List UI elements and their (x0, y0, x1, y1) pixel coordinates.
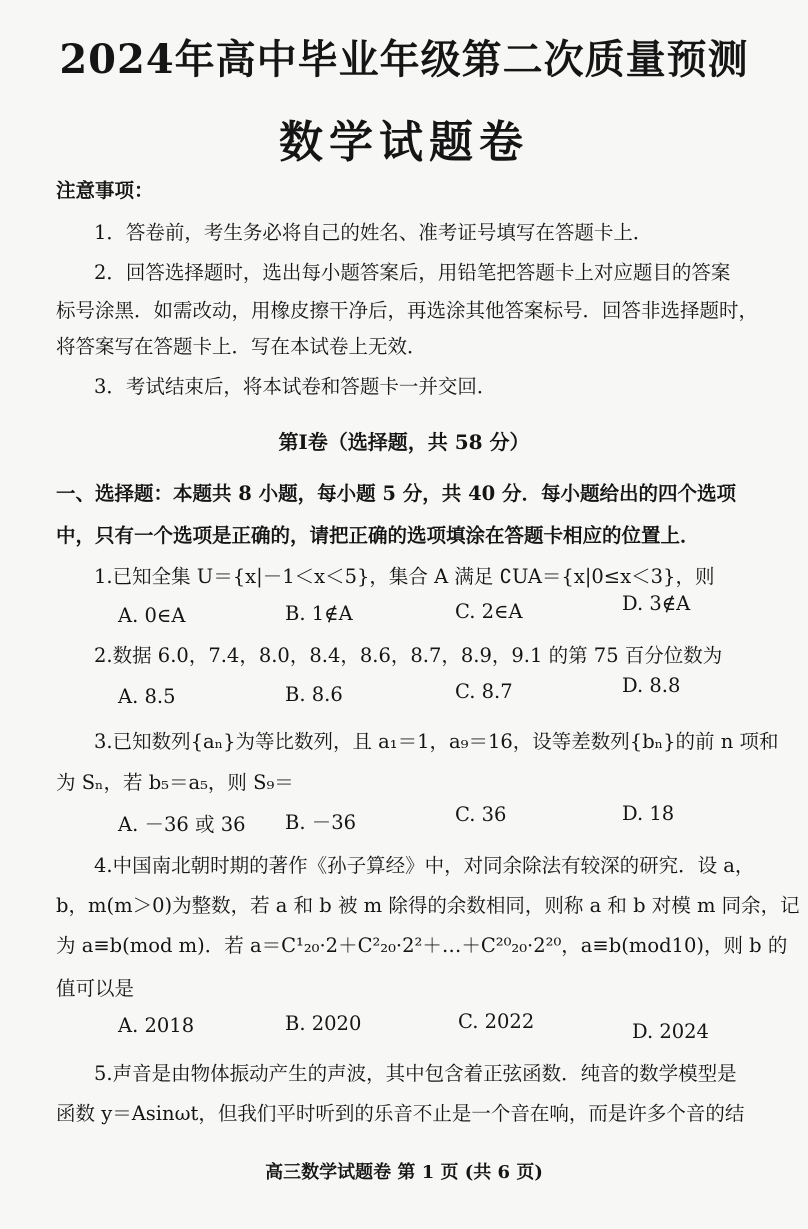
question-3-option-c: C. 36 (455, 803, 507, 826)
question-2-stem: 2.数据 6.0，7.4，8.0，8.4，8.6，8.7，8.9，9.1 的第 75 百分位数为 (94, 644, 723, 667)
question-2-option-b: B. 8.6 (285, 683, 343, 706)
question-4-option-d: D. 2024 (632, 1020, 709, 1043)
question-4-stem-line-1: 4.中国南北朝时期的著作《孙子算经》中，对同余除法有较深的研究．设 a， (94, 854, 755, 877)
question-4-stem-line-4: 值可以是 (56, 977, 135, 1000)
question-4-option-c: C. 2022 (458, 1010, 535, 1033)
notice-line-4: 将答案写在答题卡上．写在本试卷上无效． (56, 335, 427, 358)
question-4-stem-line-2: b，m(m＞0)为整数，若 a 和 b 被 m 除得的余数相同，则称 a 和 b 对模 m 同余，记 (56, 894, 800, 917)
question-5-stem-line-2: 函数 y＝Asinωt，但我们平时听到的乐音不止是一个音在响，而是许多个音的结 (56, 1102, 745, 1125)
notice-line-1: 1．答卷前，考生务必将自己的姓名、准考证号填写在答题卡上． (94, 221, 653, 244)
part-intro-line-2: 中，只有一个选项是正确的，请把正确的选项填涂在答题卡相应的位置上． (56, 524, 700, 547)
question-4-option-b: B. 2020 (285, 1012, 362, 1035)
question-2-option-c: C. 8.7 (455, 680, 513, 703)
notice-line-2: 2．回答选择题时，选出每小题答案后，用铅笔把答题卡上对应题目的答案 (94, 261, 731, 284)
exam-subtitle: 数学试题卷 (279, 117, 529, 168)
question-3-stem-line-2: 为 Sₙ，若 b₅＝a₅，则 S₉＝ (56, 771, 294, 794)
question-1-option-b: B. 1∉A (285, 602, 353, 625)
question-3-stem-line-1: 3.已知数列{aₙ}为等比数列，且 a₁＝1，a₉＝16，设等差数列{bₙ}的前 n 项和 (94, 730, 779, 753)
notice-line-3: 标号涂黑．如需改动，用橡皮擦干净后，再选涂其他答案标号．回答非选择题时， (56, 299, 759, 322)
question-1-option-c: C. 2∈A (455, 600, 523, 623)
exam-title: 2024年高中毕业年级第二次质量预测 (59, 36, 749, 83)
question-2-option-d: D. 8.8 (622, 674, 681, 697)
part-intro-line-1: 一、选择题：本题共 8 小题，每小题 5 分，共 40 分．每小题给出的四个选项 (56, 482, 737, 505)
question-4-stem-line-3: 为 a≡b(mod m)．若 a＝C¹₂₀·2＋C²₂₀·2²＋…＋C²⁰₂₀·2²⁰，a≡b(mod10)，则 b 的 (56, 934, 788, 957)
question-3-option-a: A. －36 或 36 (118, 813, 246, 836)
section-title: 第Ⅰ卷（选择题，共 58 分） (278, 430, 530, 454)
question-1-stem: 1.已知全集 U＝{x|－1＜x＜5}，集合 A 满足 ∁UA＝{x|0≤x＜3}，则 (94, 565, 715, 588)
question-5-stem-line-1: 5.声音是由物体振动产生的声波，其中包含着正弦函数．纯音的数学模型是 (94, 1062, 737, 1085)
question-1-option-d: D. 3∉A (622, 592, 691, 615)
question-2-option-a: A. 8.5 (118, 685, 176, 708)
question-3-option-b: B. －36 (285, 811, 357, 834)
question-3-option-d: D. 18 (622, 802, 675, 825)
question-4-option-a: A. 2018 (118, 1014, 195, 1037)
notice-heading: 注意事项： (56, 179, 154, 202)
page-footer: 高三数学试题卷 第 1 页 (共 6 页) (265, 1162, 543, 1183)
question-1-option-a: A. 0∈A (118, 604, 186, 627)
notice-line-5: 3．考试结束后，将本试卷和答题卡一并交回． (94, 375, 497, 398)
